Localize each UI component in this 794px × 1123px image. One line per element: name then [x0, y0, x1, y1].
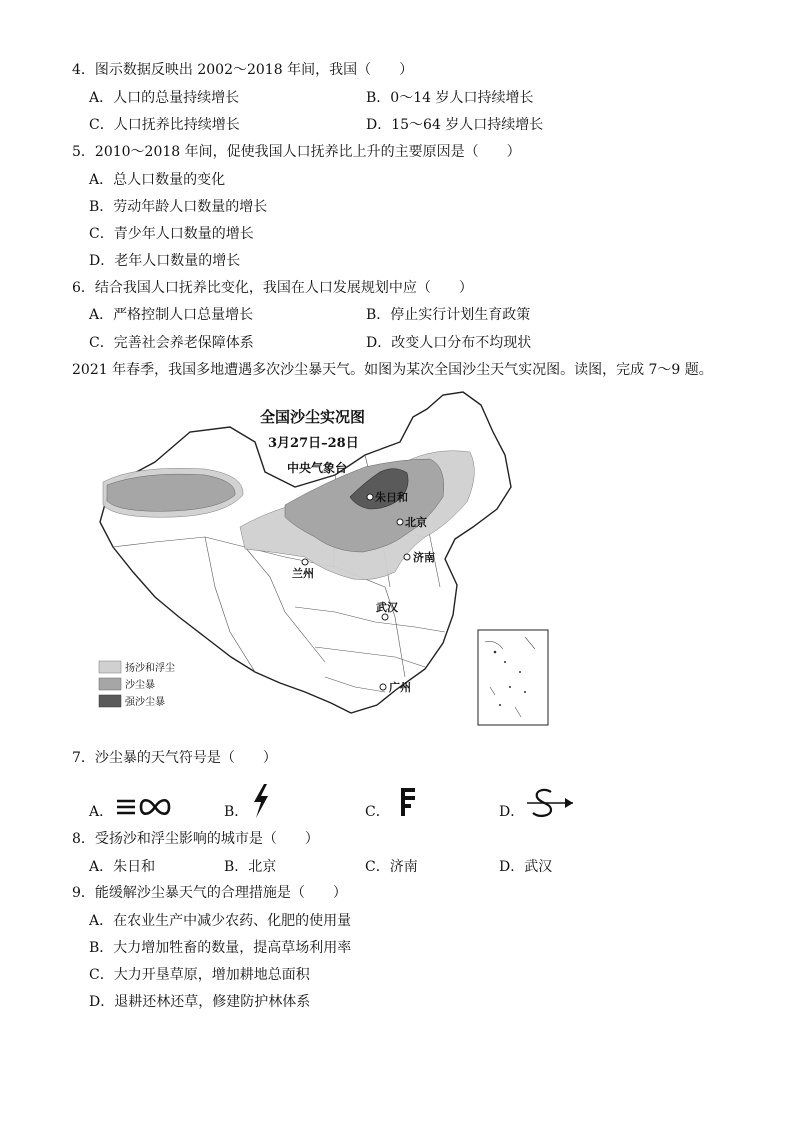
map-source: 中央气象台 — [287, 461, 348, 475]
city-label-jinan: 济南 — [413, 552, 435, 564]
q7-options-row — [89, 780, 609, 825]
q4-option-d: D．15～64 岁人口持续增长 — [366, 117, 544, 133]
q7-option-b-label: B． — [224, 804, 249, 820]
q6-option-a: A．严格控制人口总量增长 — [89, 307, 254, 323]
q7-option-d-label: D． — [499, 804, 525, 820]
q8-option-d: D．武汉 — [499, 859, 553, 875]
q9-option-c: C．大力开垦草原，增加耕地总面积 — [89, 967, 310, 983]
city-label-guangzhou: 广州 — [389, 682, 411, 694]
city-marker-beijing — [397, 519, 403, 525]
q6-option-d: D．改变人口分布不均现状 — [366, 335, 532, 351]
city-marker-wuhan — [382, 614, 388, 620]
city-label-lanzhou: 兰州 — [292, 568, 314, 580]
question-7-stem: 7．沙尘暴的天气符号是（ ） — [72, 750, 277, 766]
question-9-stem: 9．能缓解沙尘暴天气的合理措施是（ ） — [72, 885, 347, 901]
question-4-stem: 4．图示数据反映出 2002～2018 年间，我国（ ） — [72, 62, 414, 78]
q6-option-c: C．完善社会养老保障体系 — [89, 335, 254, 351]
q5-option-a: A．总人口数量的变化 — [89, 172, 226, 188]
q9-option-a: A．在农业生产中减少农药、化肥的使用量 — [89, 913, 352, 929]
city-label-beijing: 北京 — [405, 517, 427, 529]
wind-flag-icon — [381, 782, 421, 822]
q5-option-c: C．青少年人口数量的增长 — [89, 226, 254, 242]
city-label-wuhan: 武汉 — [376, 602, 398, 614]
haze-infinity-icon — [105, 782, 185, 822]
q8-option-b: B．北京 — [224, 859, 277, 875]
city-marker-zhurihe — [367, 494, 373, 500]
question-5-stem: 5．2010～2018 年间，促使我国人口抚养比上升的主要原因是（ ） — [72, 144, 521, 160]
city-marker-lanzhou — [302, 559, 308, 565]
q5-option-b: B．劳动年龄人口数量的增长 — [89, 199, 268, 215]
q7-option-c-label: C． — [365, 804, 390, 820]
q8-option-c: C．济南 — [365, 859, 418, 875]
question-8-stem: 8．受扬沙和浮尘影响的城市是（ ） — [72, 831, 319, 847]
legend-sandstorm: 沙尘暴 — [125, 680, 155, 691]
legend-strong-sandstorm: 强沙尘暴 — [125, 697, 165, 708]
q7-option-a-label: A． — [89, 804, 114, 820]
question-6-stem: 6．结合我国人口抚养比变化，我国在人口发展规划中应（ ） — [72, 280, 473, 296]
sandstorm-s-arrow-icon — [515, 782, 585, 822]
dust-weather-intro: 2021 年春季，我国多地遭遇多次沙尘暴天气。如图为某次全国沙尘天气实况图。读图，完成 7～9 题。 — [72, 362, 713, 378]
lightning-icon — [240, 782, 280, 822]
dust-weather-map — [95, 387, 560, 737]
q5-option-d: D．老年人口数量的增长 — [89, 253, 241, 269]
city-marker-guangzhou — [380, 684, 386, 690]
map-legend — [99, 661, 175, 708]
q4-option-b: B．0～14 岁人口持续增长 — [366, 90, 534, 106]
map-date: 3月27日–28日 — [268, 436, 359, 451]
q9-option-d: D．退耕还林还草，修建防护林体系 — [89, 994, 311, 1010]
q4-option-a: A．人口的总量持续增长 — [89, 90, 240, 106]
q8-option-a: A．朱日和 — [89, 859, 156, 875]
q6-option-b: B．停止实行计划生育政策 — [366, 307, 531, 323]
south-china-sea-inset — [478, 630, 548, 725]
city-marker-jinan — [404, 554, 410, 560]
map-title: 全国沙尘实况图 — [260, 408, 366, 426]
q4-option-c: C．人口抚养比持续增长 — [89, 117, 240, 133]
legend-light-dust: 扬沙和浮尘 — [125, 663, 175, 674]
city-label-zhurihe: 朱日和 — [375, 492, 408, 504]
q9-option-b: B．大力增加牲畜的数量，提高草场利用率 — [89, 940, 352, 956]
